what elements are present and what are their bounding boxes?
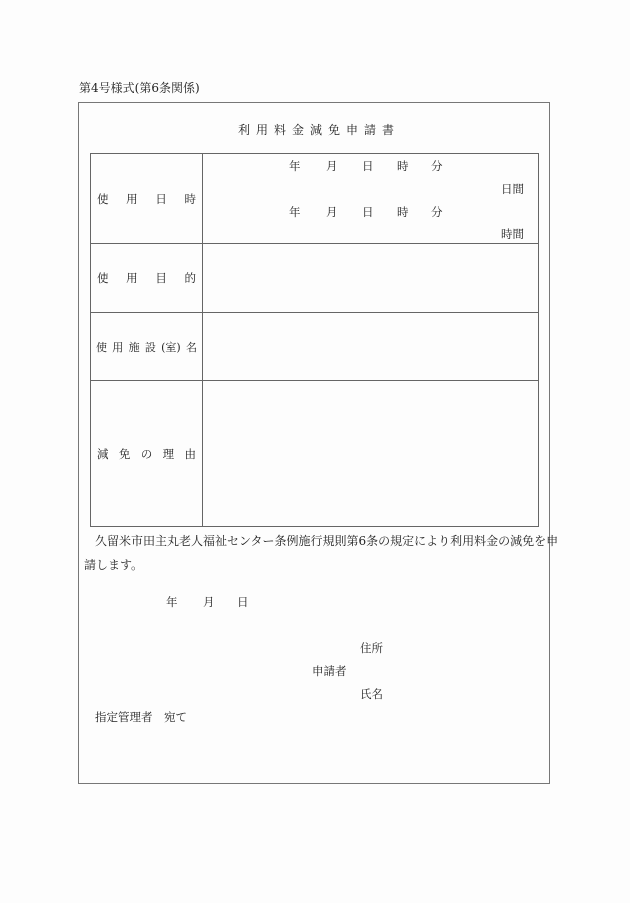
label-char: 用 xyxy=(126,271,138,285)
statement-line-2: 請します。 xyxy=(84,558,144,572)
address-label: 住所 xyxy=(360,641,383,655)
statement-line-1: 久留米市田主丸老人福祉センター条例施行規則第6条の規定により利用料金の減免を申 xyxy=(95,534,559,548)
days-label: 日間 xyxy=(501,182,524,196)
form-title: 利用料金減免申請書 xyxy=(237,123,400,137)
start-day: 日 xyxy=(362,159,374,173)
label-char: 減 xyxy=(97,446,109,461)
reduction-reason-field[interactable] xyxy=(203,381,539,527)
start-hour: 時 xyxy=(397,159,409,173)
application-date-year: 年 xyxy=(166,595,178,609)
application-table xyxy=(90,153,539,527)
application-date-day: 日 xyxy=(237,595,249,609)
label-char: 使 xyxy=(97,271,109,285)
row-reduction-reason xyxy=(91,381,539,527)
usage-purpose-field[interactable] xyxy=(203,244,539,313)
row-usage-datetime xyxy=(91,154,539,244)
label-char: 用 xyxy=(112,340,124,354)
label-char: 名 xyxy=(186,340,197,354)
label-usage-purpose xyxy=(91,244,203,313)
end-day: 日 xyxy=(362,205,374,219)
application-date-month: 月 xyxy=(203,595,215,609)
label-char: 免 xyxy=(118,446,131,461)
label-char: 時 xyxy=(184,191,196,206)
row-facility-name xyxy=(91,313,539,381)
label-char: 由 xyxy=(184,446,196,461)
label-char: 使 xyxy=(97,191,109,206)
label-char: 日 xyxy=(155,191,167,206)
start-minute: 分 xyxy=(431,159,443,173)
end-minute: 分 xyxy=(431,205,443,219)
end-month: 月 xyxy=(326,205,338,219)
form-number: 第4号様式(第6条関係) xyxy=(79,81,200,95)
addressee: 指定管理者 宛て xyxy=(95,710,187,724)
label-char: 施 xyxy=(128,340,140,354)
hours-label: 時間 xyxy=(501,227,524,241)
applicant-label: 申請者 xyxy=(312,664,347,678)
label-char: 用 xyxy=(126,191,138,206)
label-char: 理 xyxy=(162,446,175,461)
label-char: 目 xyxy=(155,271,167,285)
label-reduction-reason xyxy=(91,381,203,527)
end-hour: 時 xyxy=(397,205,409,219)
label-char: 設 xyxy=(144,340,156,354)
end-year: 年 xyxy=(289,205,301,219)
facility-name-field[interactable] xyxy=(203,313,539,381)
row-usage-purpose xyxy=(91,244,539,313)
label-char: 的 xyxy=(184,271,196,285)
usage-datetime-field[interactable] xyxy=(203,154,539,244)
start-month: 月 xyxy=(326,159,338,173)
label-usage-datetime xyxy=(91,154,203,244)
name-label: 氏名 xyxy=(360,687,383,701)
label-char: 使 xyxy=(96,340,107,354)
label-char: の xyxy=(140,446,153,461)
start-year: 年 xyxy=(289,159,301,173)
label-facility-name xyxy=(91,313,203,381)
label-char: (室) xyxy=(161,340,181,354)
